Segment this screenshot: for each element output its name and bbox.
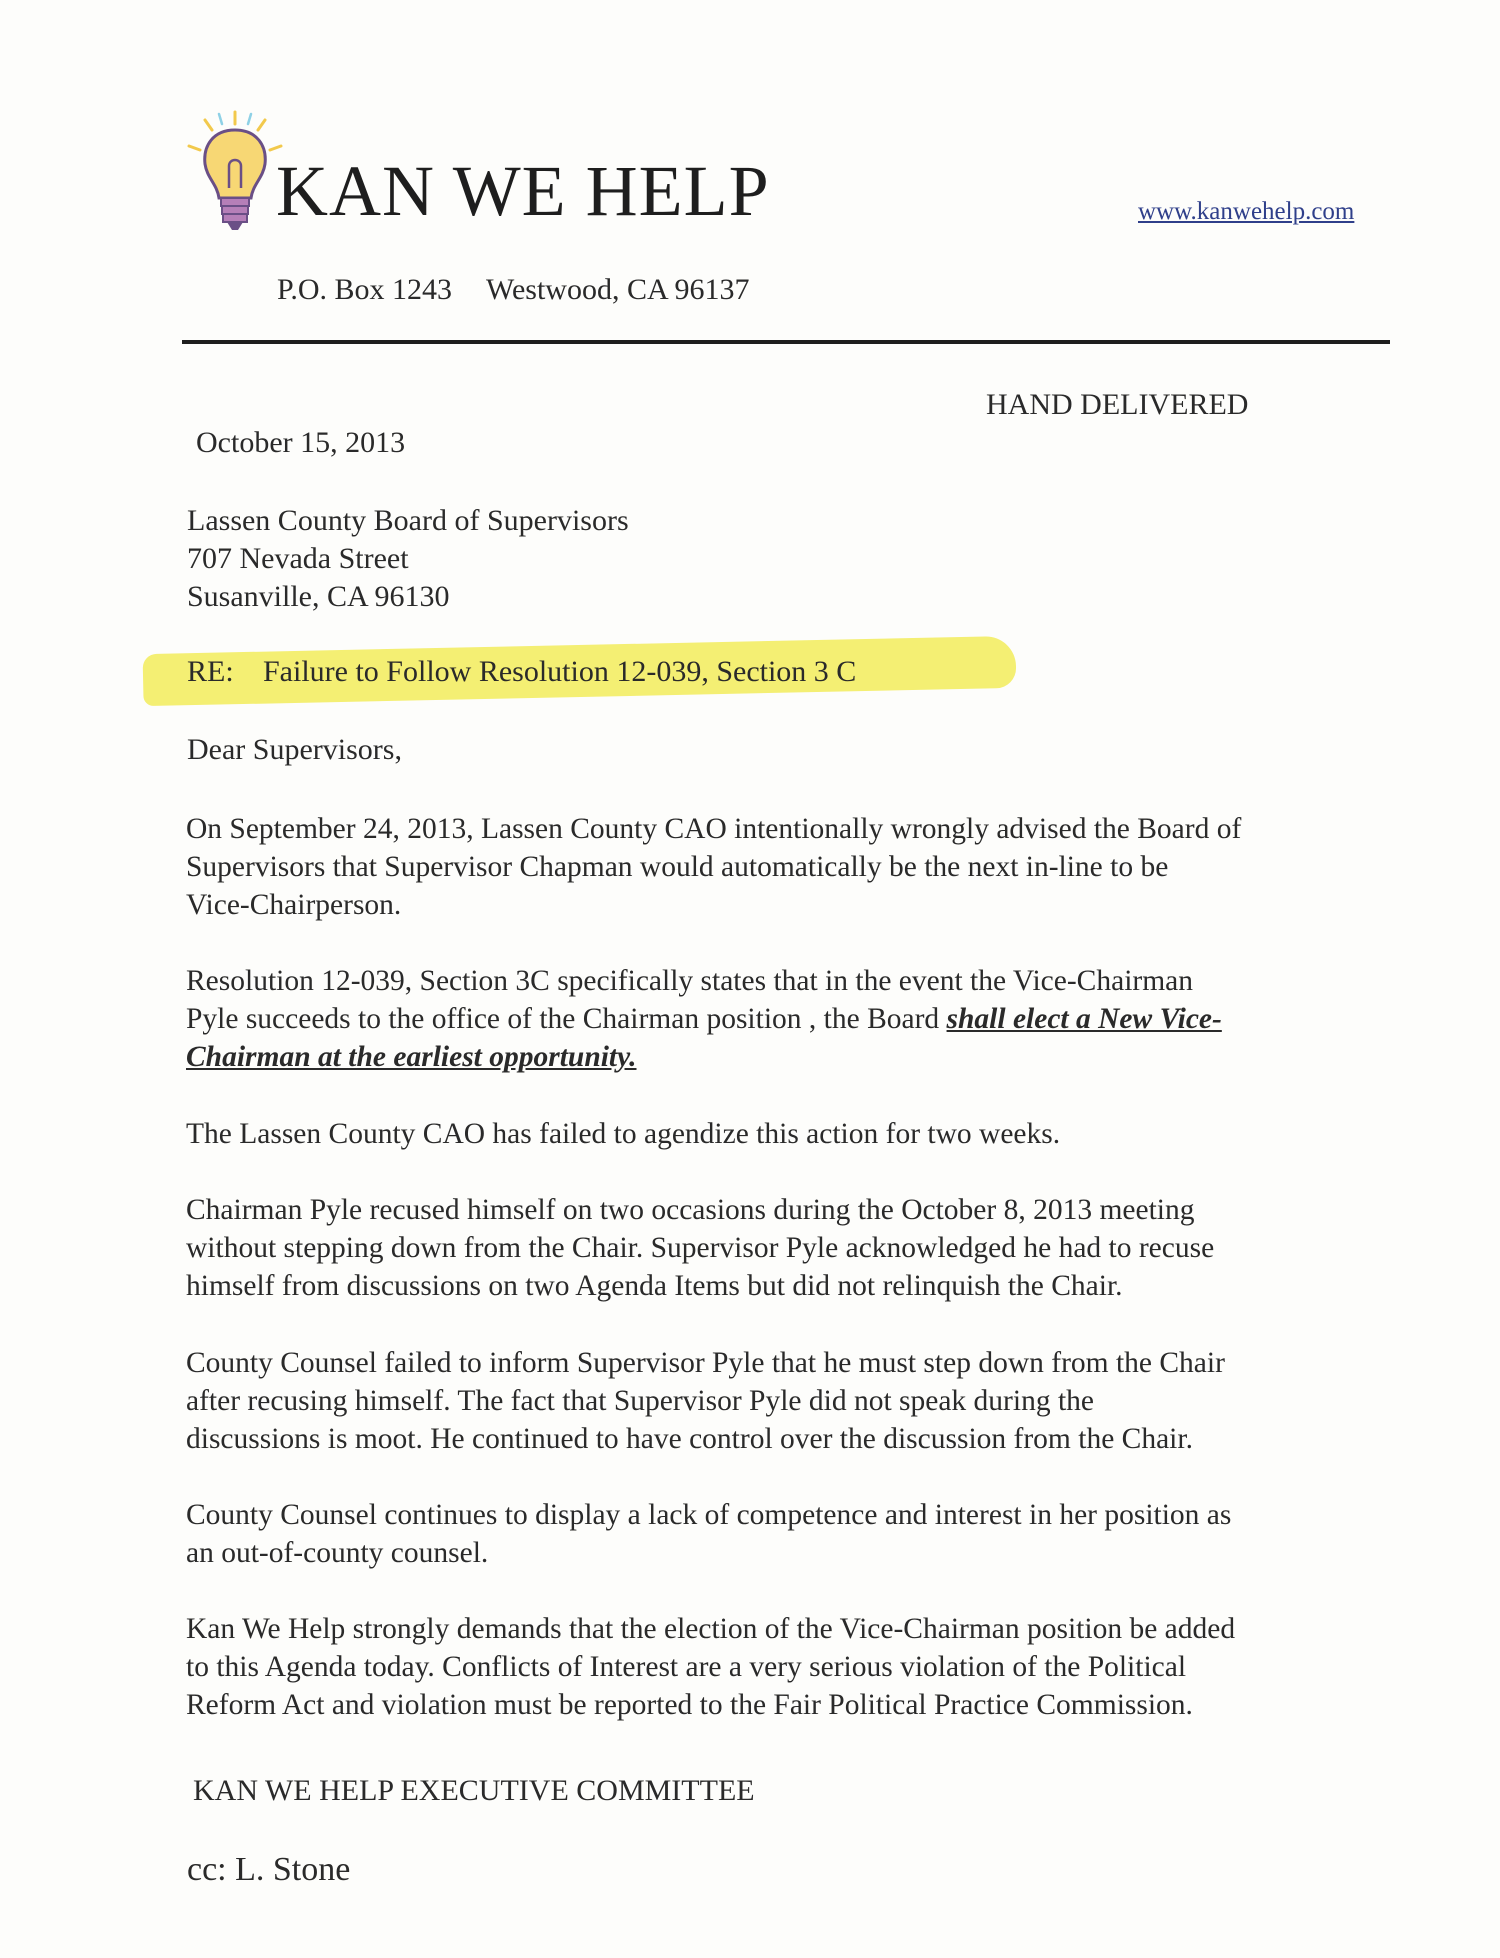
cc-line: cc: L. Stone <box>187 1851 351 1888</box>
paragraph-line <box>186 1000 1396 1038</box>
recipient-city: Susanville, CA 96130 <box>187 580 450 613</box>
paragraph-line: Resolution 12-039, Section 3C specifically states that in the event the Vice-Chairman <box>186 965 1194 997</box>
paragraph-county-counsel <box>186 1344 1396 1458</box>
paragraph-line: Supervisors that Supervisor Chapman would automatically be the next in-line to be <box>186 851 1169 883</box>
website-link[interactable]: www.kanwehelp.com <box>1138 198 1355 225</box>
emphasized-text: shall elect a New Vice- <box>946 1003 1222 1035</box>
paragraph-competence <box>186 1496 1396 1572</box>
letter-date: October 15, 2013 <box>196 426 406 459</box>
paragraph-line: County Counsel failed to inform Supervisor Pyle that he must step down from the Chair <box>186 1347 1225 1379</box>
paragraph-line <box>186 1038 1396 1076</box>
paragraph-line: himself from discussions on two Agenda Items but did not relinquish the Chair. <box>186 1270 1123 1302</box>
subject-line <box>187 655 856 689</box>
recipient-street: 707 Nevada Street <box>187 542 409 575</box>
lightbulb-icon <box>183 108 288 236</box>
paragraph-line: without stepping down from the Chair. Supervisor Pyle acknowledged he had to recuse <box>186 1232 1215 1264</box>
paragraph-line: after recusing himself. The fact that Supervisor Pyle did not speak during the <box>186 1385 1094 1417</box>
recipient-address <box>187 502 629 616</box>
paragraph-text: Pyle succeeds to the office of the Chairman position , the Board <box>186 1003 947 1035</box>
paragraph-resolution <box>186 962 1396 1076</box>
paragraph-line: discussions is moot. He continued to have control over the discussion from the Chair. <box>186 1423 1193 1455</box>
recipient-name: Lassen County Board of Supervisors <box>187 504 629 537</box>
paragraph-line: Vice-Chairperson. <box>186 889 402 921</box>
paragraph-line: Reform Act and violation must be reported to the Fair Political Practice Commission. <box>186 1689 1193 1721</box>
paragraph-agendize <box>186 1115 1396 1153</box>
paragraph-line: Chairman Pyle recused himself on two occasions during the October 8, 2013 meeting <box>186 1194 1195 1226</box>
salutation: Dear Supervisors, <box>187 733 402 766</box>
po-box: P.O. Box 1243 <box>277 273 453 306</box>
paragraph-line: an out-of-county counsel. <box>186 1537 489 1569</box>
city-zip: Westwood, CA 96137 <box>486 273 750 306</box>
emphasized-text: Chairman at the earliest opportunity. <box>186 1041 637 1073</box>
paragraph-line: to this Agenda today. Conflicts of Interest are a very serious violation of the Political <box>186 1651 1187 1683</box>
paragraph-line: On September 24, 2013, Lassen County CAO intentionally wrongly advised the Board of <box>186 813 1242 845</box>
delivery-note: HAND DELIVERED <box>986 388 1249 421</box>
letterhead-address <box>277 273 749 307</box>
paragraph-cao-advice <box>186 810 1396 924</box>
subject-text: Failure to Follow Resolution 12-039, Section 3 C <box>263 655 857 688</box>
paragraph-line: The Lassen County CAO has failed to agendize this action for two weeks. <box>186 1118 1061 1150</box>
paragraph-line: Kan We Help strongly demands that the election of the Vice-Chairman position be added <box>186 1613 1236 1645</box>
paragraph-demand <box>186 1610 1396 1724</box>
letterhead-divider <box>182 340 1390 344</box>
signature-block: KAN WE HELP EXECUTIVE COMMITTEE <box>193 1774 755 1807</box>
paragraph-line: County Counsel continues to display a lack of competence and interest in her position as <box>186 1499 1232 1531</box>
subject-prefix: RE: <box>187 655 234 688</box>
paragraph-recusal <box>186 1191 1396 1305</box>
organization-name: KAN WE HELP <box>276 151 770 231</box>
